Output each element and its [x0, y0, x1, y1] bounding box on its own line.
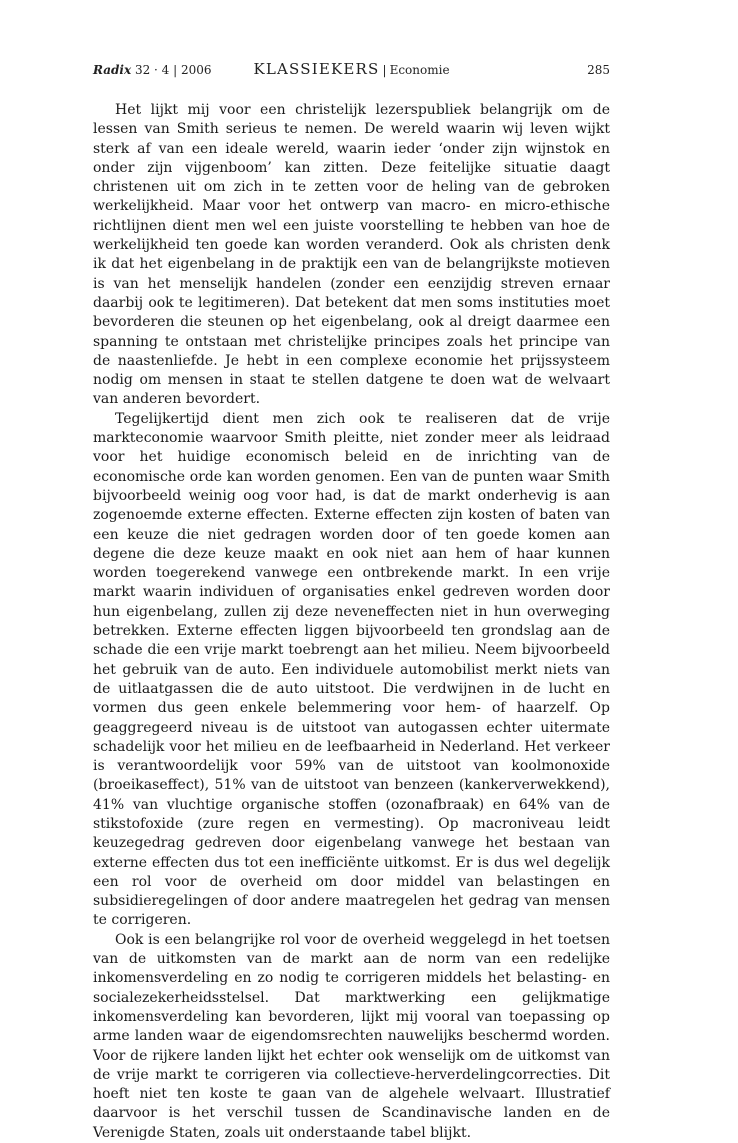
paragraph: Tegelijkertijd dient men zich ook te realiseren dat de vrije markteconomie waarvoor Smith pleitte, niet zonder meer als leidraad voor het huidige economisch beleid en de inrichting van de economische orde kan worden genomen. Een van de punten waar Smith bijvoorbeeld weinig oog voor had, is dat de markt onderhevig is aan zogenoemde externe effecten. Externe effecten zijn kosten of baten van een keuze die niet gedragen worden door of ten goede komen aan degene die deze keuze maakt en ook niet aan hem of haar kunnen worden toegerekend vanwege een ontbrekende markt. In een vrije markt waarin individuen of organisaties enkel gedreven worden door hun eigenbelang, zullen zij deze neveneffecten niet in hun overweging betrekken. Externe effecten liggen bijvoorbeeld ten grondslag aan de schade die een vrije markt toebrengt aan het milieu. Neem bijvoorbeeld het gebruik van de auto. Een individuele automobilist merkt niets van de uitlaatgassen die de auto uitstoot. Die verdwijnen in de lucht en vormen dus geen enkele belemmering voor hem- of haarzelf. Op geaggregeerd niveau is de uitstoot van autogassen echter uitermate schadelijk voor het milieu en de leefbaarheid in Nederland. Het verkeer is verantwoordelijk voor 59% van de uitstoot van koolmonoxide (broeikaseffect), 51% van de uitstoot van benzeen (kankerverwekkend), 41% van vluchtige organische stoffen (ozonafbraak) en 64% van de stikstofoxide (zure regen en vermesting). Op macroniveau leidt keuzegedrag gedreven door eigenbelang vanwege het bestaan van externe effecten dus tot een inefficiënte uitkomst. Er is dus wel degelijk een rol voor de overheid om door middel van belastingen en subsidieregelingen of door andere maatregelen het gedrag van mensen te corrigeren.	[93, 410, 610, 929]
running-header	[93, 60, 610, 82]
section-title: KLASSIEKERS	[253, 60, 380, 78]
paragraph: Ook is een belangrijke rol voor de overheid weggelegd in het toetsen van de uitkomsten van de markt aan de norm van een redelijke inkomensverdeling en zo nodig te corrigeren middels het belasting- en socialezekerheidsstelsel. Dat marktwerking een gelijkmatige inkomensverdeling kan bevorderen, lijkt mij vooral van toepassing op arme landen waar de eigendomsrechten nauwelijks beschermd worden. Voor de rijkere landen lijkt het echter ook wenselijk om de uitkomst van de vrije markt te corrigeren via collectieve-herverdelingcorrecties. Dit hoeft niet ten koste te gaan van de algehele welvaart. Illustratief daarvoor is het verschil tussen de Scandinavische landen en de Verenigde Staten, zoals uit onderstaande tabel blijkt.	[93, 931, 610, 1141]
section-separator: |	[382, 63, 387, 77]
paragraph: Het lijkt mij voor een christelijk lezerspubliek belangrijk om de lessen van Smith serieus te nemen. De wereld waarin wij leven wijkt sterk af van een ideale wereld, waarin ieder ‘onder zijn wijnstok en onder zijn vijgenboom’ kan zitten. Deze feitelijke situatie daagt christenen uit om zich in te zetten voor de heling van de gebroken werkelijkheid. Maar voor het ontwerp van macro- en micro-ethische richtlijnen dient men wel een juiste voorstelling te hebben van hoe de werkelijkheid ten goede kan worden veranderd. Ook als christen denk ik dat het eigenbelang in de praktijk een van de belangrijkste motieven is van het menselijk handelen (zonder een eenzijdig streven ernaar daarbij ook te legitimeren). Dat betekent dat men soms instituties moet bevorderen die steunen op het eigenbelang, ook al dreigt daarmee een spanning te ontstaan met christelijke principes zoals het principe van de naastenliefde. Je hebt in een complexe economie het prijssysteem nodig om mensen in staat te stellen datgene te doen wat de welvaart van anderen bevordert.	[93, 102, 610, 408]
journal-name: Radix	[93, 63, 132, 77]
section-heading	[93, 60, 610, 78]
subsection-title: Economie	[389, 63, 450, 77]
article-body	[93, 101, 610, 1143]
issue-info: 32 · 4 | 2006	[134, 63, 212, 77]
page-number: 285	[587, 63, 610, 77]
